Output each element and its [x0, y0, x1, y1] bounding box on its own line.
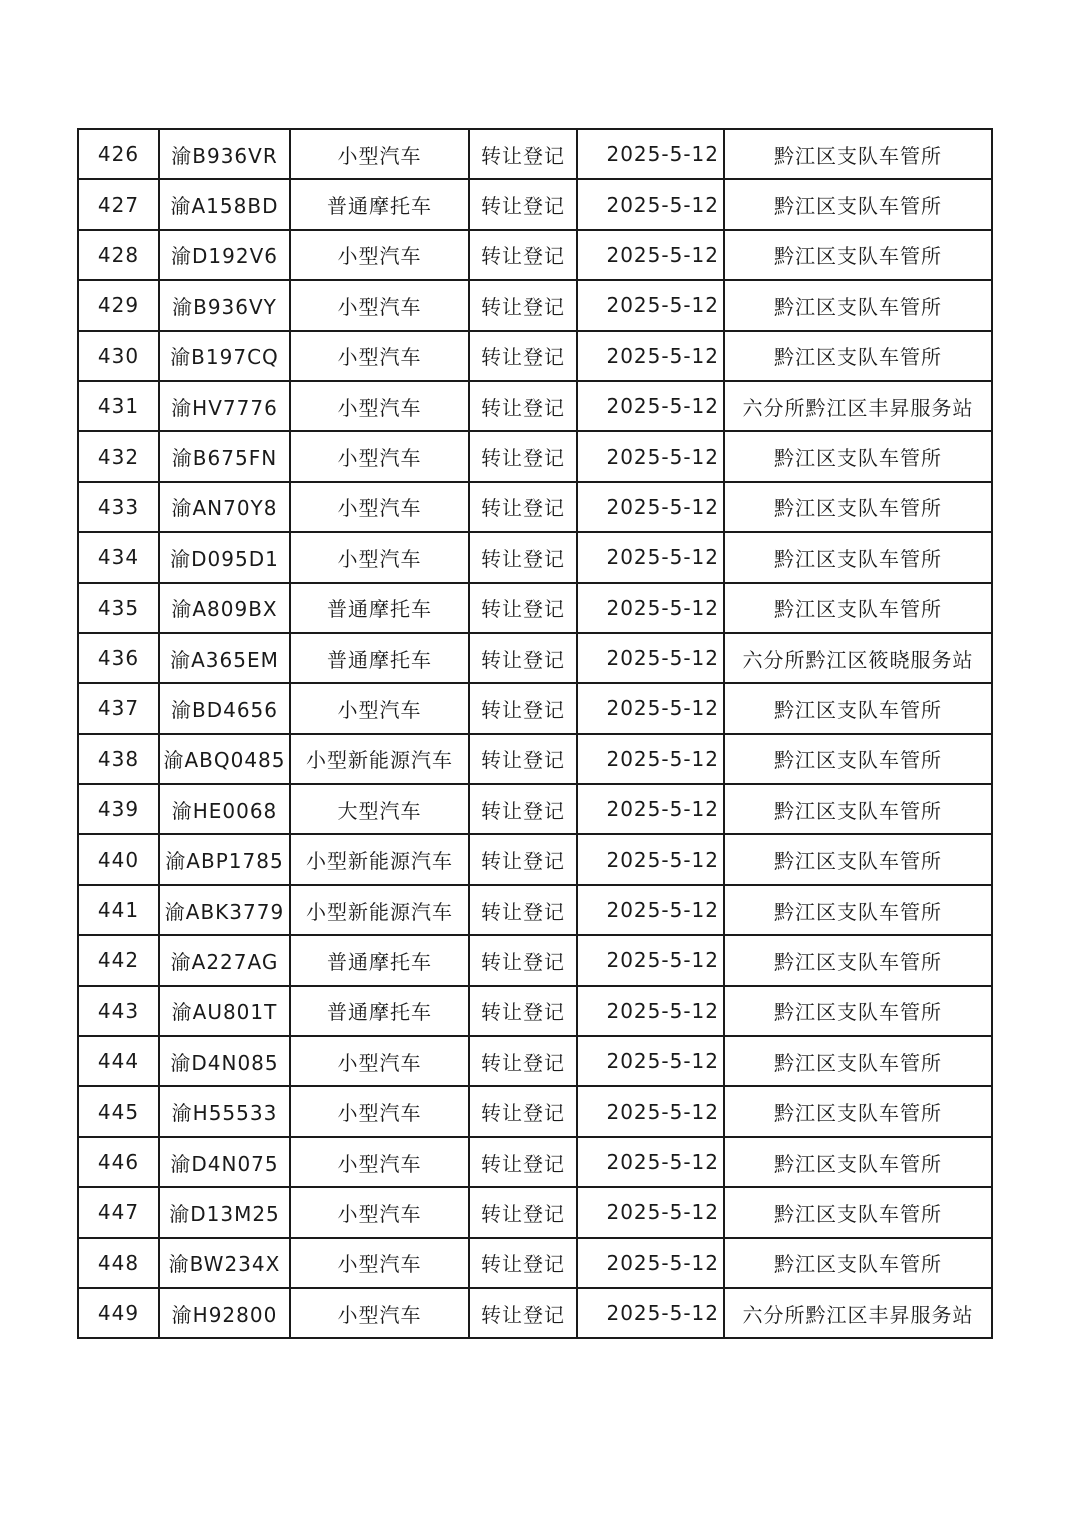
date-cell: 2025-5-12: [577, 1086, 724, 1136]
business-type-cell: 转让登记: [469, 633, 577, 683]
table-row: [78, 1288, 992, 1338]
row-number-cell: 434: [78, 532, 159, 582]
office-cell: 黔江区支队车管所: [724, 784, 992, 834]
vehicle-type-cell: 小型汽车: [290, 683, 469, 733]
vehicle-type-cell: 小型新能源汽车: [290, 885, 469, 935]
date-cell: 2025-5-12: [577, 331, 724, 381]
business-type-cell: 转让登记: [469, 885, 577, 935]
plate-number-cell: 渝D4N085: [159, 1036, 290, 1086]
row-number-cell: 427: [78, 179, 159, 229]
date-cell: 2025-5-12: [577, 179, 724, 229]
table-row: [78, 129, 992, 179]
business-type-cell: 转让登记: [469, 935, 577, 985]
office-cell: 黔江区支队车管所: [724, 1238, 992, 1288]
table-row: [78, 583, 992, 633]
date-cell: 2025-5-12: [577, 129, 724, 179]
vehicle-type-cell: 大型汽车: [290, 784, 469, 834]
office-cell: 黔江区支队车管所: [724, 532, 992, 582]
vehicle-type-cell: 小型汽车: [290, 1086, 469, 1136]
office-cell: 黔江区支队车管所: [724, 129, 992, 179]
plate-number-cell: 渝AU801T: [159, 986, 290, 1036]
plate-number-cell: 渝HE0068: [159, 784, 290, 834]
plate-number-cell: 渝A158BD: [159, 179, 290, 229]
date-cell: 2025-5-12: [577, 1137, 724, 1187]
row-number-cell: 431: [78, 381, 159, 431]
plate-number-cell: 渝D4N075: [159, 1137, 290, 1187]
business-type-cell: 转让登记: [469, 179, 577, 229]
table-row: [78, 1086, 992, 1136]
office-cell: 黔江区支队车管所: [724, 331, 992, 381]
vehicle-type-cell: 普通摩托车: [290, 633, 469, 683]
table-row: [78, 986, 992, 1036]
office-cell: 六分所黔江区筱晓服务站: [724, 633, 992, 683]
plate-number-cell: 渝B936VY: [159, 280, 290, 330]
office-cell: 黔江区支队车管所: [724, 431, 992, 481]
office-cell: 黔江区支队车管所: [724, 986, 992, 1036]
vehicle-type-cell: 普通摩托车: [290, 935, 469, 985]
business-type-cell: 转让登记: [469, 784, 577, 834]
vehicle-type-cell: 小型汽车: [290, 331, 469, 381]
vehicle-type-cell: 小型汽车: [290, 381, 469, 431]
table-row: [78, 230, 992, 280]
row-number-cell: 426: [78, 129, 159, 179]
date-cell: 2025-5-12: [577, 1036, 724, 1086]
vehicle-type-cell: 小型汽车: [290, 1036, 469, 1086]
table-row: [78, 885, 992, 935]
date-cell: 2025-5-12: [577, 1187, 724, 1237]
vehicle-type-cell: 小型汽车: [290, 1137, 469, 1187]
office-cell: 黔江区支队车管所: [724, 179, 992, 229]
row-number-cell: 428: [78, 230, 159, 280]
vehicle-type-cell: 普通摩托车: [290, 179, 469, 229]
business-type-cell: 转让登记: [469, 1137, 577, 1187]
date-cell: 2025-5-12: [577, 583, 724, 633]
date-cell: 2025-5-12: [577, 532, 724, 582]
office-cell: 黔江区支队车管所: [724, 885, 992, 935]
date-cell: 2025-5-12: [577, 230, 724, 280]
office-cell: 黔江区支队车管所: [724, 734, 992, 784]
row-number-cell: 444: [78, 1036, 159, 1086]
business-type-cell: 转让登记: [469, 1036, 577, 1086]
plate-number-cell: 渝B675FN: [159, 431, 290, 481]
vehicle-type-cell: 小型汽车: [290, 431, 469, 481]
business-type-cell: 转让登记: [469, 1238, 577, 1288]
plate-number-cell: 渝ABQ0485: [159, 734, 290, 784]
vehicle-type-cell: 小型汽车: [290, 280, 469, 330]
row-number-cell: 443: [78, 986, 159, 1036]
row-number-cell: 432: [78, 431, 159, 481]
date-cell: 2025-5-12: [577, 986, 724, 1036]
date-cell: 2025-5-12: [577, 431, 724, 481]
row-number-cell: 447: [78, 1187, 159, 1237]
date-cell: 2025-5-12: [577, 381, 724, 431]
business-type-cell: 转让登记: [469, 381, 577, 431]
row-number-cell: 437: [78, 683, 159, 733]
row-number-cell: 448: [78, 1238, 159, 1288]
plate-number-cell: 渝ABK3779: [159, 885, 290, 935]
office-cell: 黔江区支队车管所: [724, 935, 992, 985]
plate-number-cell: 渝HV7776: [159, 381, 290, 431]
business-type-cell: 转让登记: [469, 431, 577, 481]
plate-number-cell: 渝A365EM: [159, 633, 290, 683]
date-cell: 2025-5-12: [577, 935, 724, 985]
plate-number-cell: 渝B936VR: [159, 129, 290, 179]
office-cell: 黔江区支队车管所: [724, 1137, 992, 1187]
plate-number-cell: 渝ABP1785: [159, 834, 290, 884]
office-cell: 黔江区支队车管所: [724, 583, 992, 633]
table-row: [78, 834, 992, 884]
vehicle-type-cell: 小型汽车: [290, 482, 469, 532]
table-row: [78, 1187, 992, 1237]
row-number-cell: 433: [78, 482, 159, 532]
vehicle-type-cell: 小型新能源汽车: [290, 834, 469, 884]
plate-number-cell: 渝D192V6: [159, 230, 290, 280]
business-type-cell: 转让登记: [469, 331, 577, 381]
row-number-cell: 446: [78, 1137, 159, 1187]
table-row: [78, 482, 992, 532]
office-cell: 黔江区支队车管所: [724, 1187, 992, 1237]
office-cell: 黔江区支队车管所: [724, 482, 992, 532]
vehicle-type-cell: 普通摩托车: [290, 583, 469, 633]
business-type-cell: 转让登记: [469, 834, 577, 884]
table-row: [78, 734, 992, 784]
plate-number-cell: 渝A227AG: [159, 935, 290, 985]
table-row: [78, 280, 992, 330]
table-row: [78, 935, 992, 985]
table-row: [78, 1238, 992, 1288]
table-row: [78, 1137, 992, 1187]
office-cell: 六分所黔江区丰昇服务站: [724, 1288, 992, 1338]
table-row: [78, 633, 992, 683]
registration-table: [77, 128, 993, 1339]
office-cell: 六分所黔江区丰昇服务站: [724, 381, 992, 431]
row-number-cell: 449: [78, 1288, 159, 1338]
plate-number-cell: 渝D13M25: [159, 1187, 290, 1237]
row-number-cell: 430: [78, 331, 159, 381]
vehicle-type-cell: 小型汽车: [290, 532, 469, 582]
business-type-cell: 转让登记: [469, 1187, 577, 1237]
business-type-cell: 转让登记: [469, 583, 577, 633]
date-cell: 2025-5-12: [577, 633, 724, 683]
row-number-cell: 438: [78, 734, 159, 784]
date-cell: 2025-5-12: [577, 1288, 724, 1338]
row-number-cell: 440: [78, 834, 159, 884]
row-number-cell: 435: [78, 583, 159, 633]
row-number-cell: 429: [78, 280, 159, 330]
plate-number-cell: 渝A809BX: [159, 583, 290, 633]
table-row: [78, 1036, 992, 1086]
registration-table-body: [78, 129, 992, 1338]
business-type-cell: 转让登记: [469, 734, 577, 784]
plate-number-cell: 渝BD4656: [159, 683, 290, 733]
table-row: [78, 683, 992, 733]
business-type-cell: 转让登记: [469, 683, 577, 733]
office-cell: 黔江区支队车管所: [724, 230, 992, 280]
row-number-cell: 442: [78, 935, 159, 985]
date-cell: 2025-5-12: [577, 683, 724, 733]
row-number-cell: 441: [78, 885, 159, 935]
row-number-cell: 445: [78, 1086, 159, 1136]
business-type-cell: 转让登记: [469, 532, 577, 582]
table-row: [78, 784, 992, 834]
date-cell: 2025-5-12: [577, 784, 724, 834]
plate-number-cell: 渝B197CQ: [159, 331, 290, 381]
plate-number-cell: 渝BW234X: [159, 1238, 290, 1288]
business-type-cell: 转让登记: [469, 1288, 577, 1338]
date-cell: 2025-5-12: [577, 734, 724, 784]
date-cell: 2025-5-12: [577, 280, 724, 330]
vehicle-type-cell: 小型新能源汽车: [290, 734, 469, 784]
plate-number-cell: 渝D095D1: [159, 532, 290, 582]
row-number-cell: 436: [78, 633, 159, 683]
plate-number-cell: 渝AN70Y8: [159, 482, 290, 532]
plate-number-cell: 渝H92800: [159, 1288, 290, 1338]
plate-number-cell: 渝H55533: [159, 1086, 290, 1136]
office-cell: 黔江区支队车管所: [724, 1086, 992, 1136]
vehicle-type-cell: 小型汽车: [290, 129, 469, 179]
business-type-cell: 转让登记: [469, 482, 577, 532]
table-row: [78, 381, 992, 431]
business-type-cell: 转让登记: [469, 1086, 577, 1136]
date-cell: 2025-5-12: [577, 1238, 724, 1288]
row-number-cell: 439: [78, 784, 159, 834]
vehicle-type-cell: 普通摩托车: [290, 986, 469, 1036]
vehicle-type-cell: 小型汽车: [290, 1238, 469, 1288]
business-type-cell: 转让登记: [469, 230, 577, 280]
date-cell: 2025-5-12: [577, 482, 724, 532]
date-cell: 2025-5-12: [577, 885, 724, 935]
office-cell: 黔江区支队车管所: [724, 834, 992, 884]
table-row: [78, 431, 992, 481]
business-type-cell: 转让登记: [469, 986, 577, 1036]
date-cell: 2025-5-12: [577, 834, 724, 884]
vehicle-type-cell: 小型汽车: [290, 1288, 469, 1338]
business-type-cell: 转让登记: [469, 280, 577, 330]
office-cell: 黔江区支队车管所: [724, 683, 992, 733]
business-type-cell: 转让登记: [469, 129, 577, 179]
table-row: [78, 179, 992, 229]
office-cell: 黔江区支队车管所: [724, 280, 992, 330]
table-row: [78, 331, 992, 381]
table-row: [78, 532, 992, 582]
vehicle-type-cell: 小型汽车: [290, 230, 469, 280]
office-cell: 黔江区支队车管所: [724, 1036, 992, 1086]
vehicle-type-cell: 小型汽车: [290, 1187, 469, 1237]
